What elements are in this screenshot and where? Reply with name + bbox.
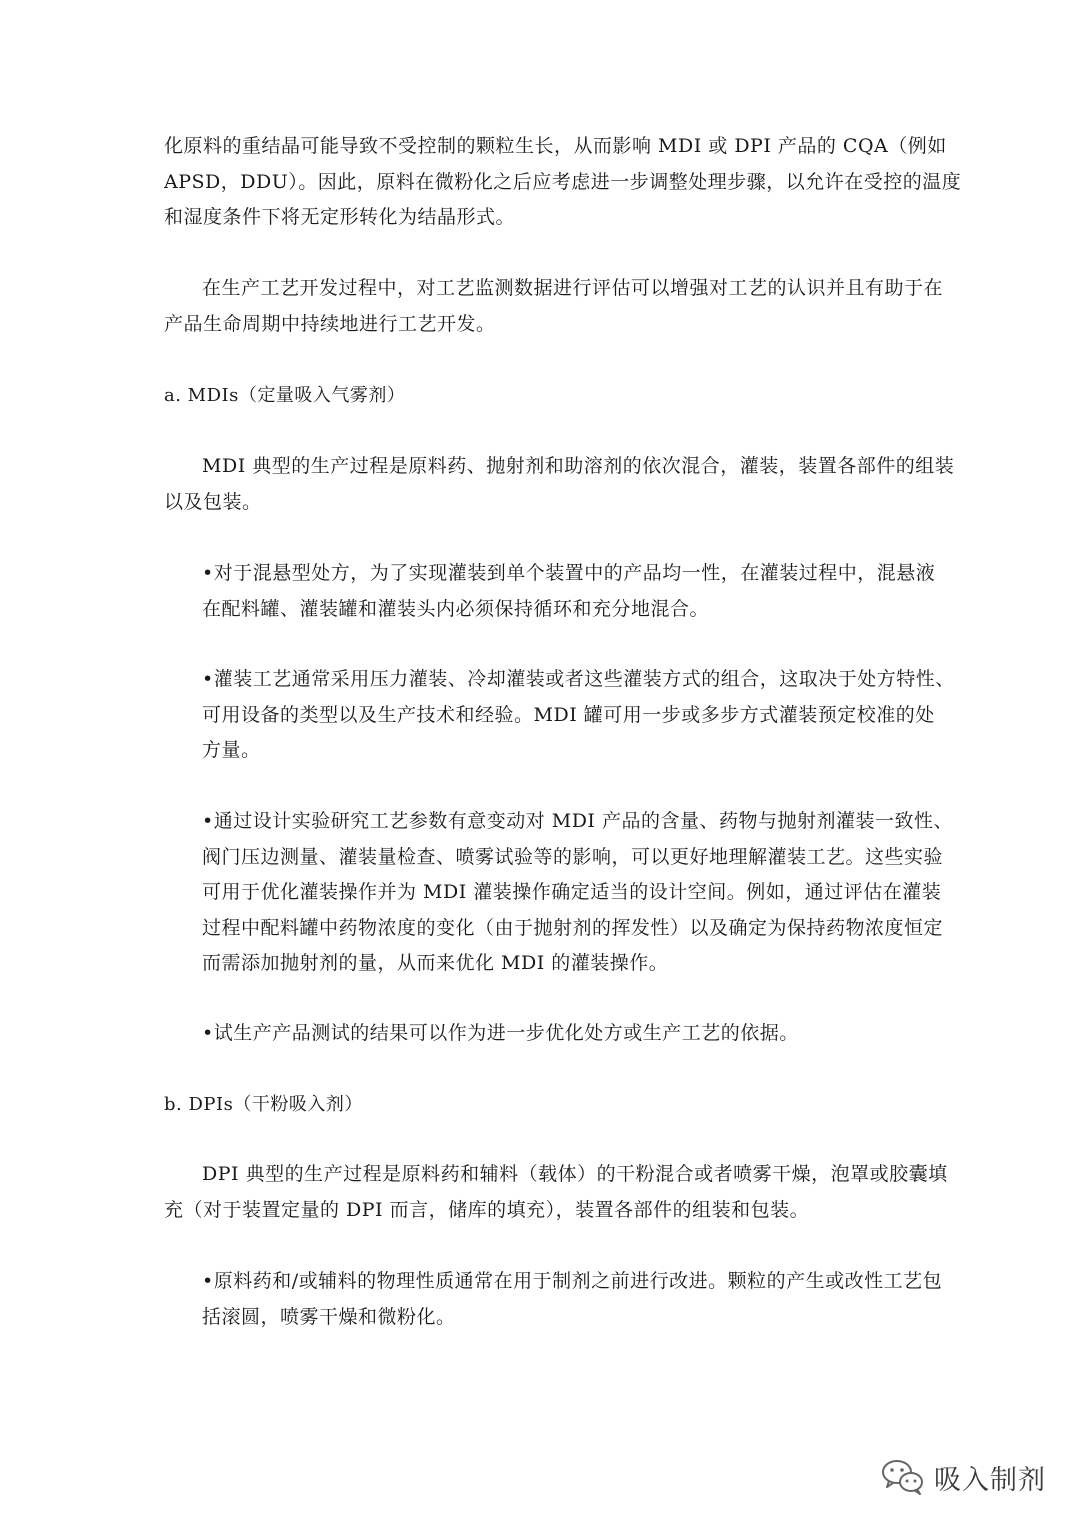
section-heading-dpis: b. DPIs（干粉吸入剂）: [164, 1094, 363, 1115]
text-line: 而需添加抛射剂的量，从而来优化 MDI 的灌装操作。: [202, 952, 669, 974]
text-line: 在生产工艺开发过程中，对工艺监测数据进行评估可以增强对工艺的认识并且有助于在: [202, 277, 944, 299]
text-line: •通过设计实验研究工艺参数有意变动对 MDI 产品的含量、药物与抛射剂灌装一致性、: [202, 810, 953, 832]
text-line: APSD，DDU）。因此，原料在微粉化之后应考虑进一步调整处理步骤，以允许在受控的温度: [164, 170, 962, 193]
paragraph-recrystallization: [164, 129, 962, 236]
paragraph-dpi-process: [164, 1157, 948, 1228]
text-line: •灌装工艺通常采用压力灌装、冷却灌装或者这些灌装方式的组合，这取决于处方特性、: [202, 668, 955, 690]
text-line: 阀门压边测量、灌装量检查、喷雾试验等的影响，可以更好地理解灌装工艺。这些实验: [202, 845, 944, 868]
paragraph-mdi-process: [164, 449, 955, 520]
bullet-particle: [202, 1264, 943, 1335]
bullet-doe: [202, 804, 953, 982]
text-line: 产品生命周期中持续地进行工艺开发。: [164, 312, 496, 335]
text-line: 以及包装。: [164, 490, 262, 513]
text-line: •试生产产品测试的结果可以作为进一步优化处方或生产工艺的依据。: [202, 1022, 799, 1044]
text-line: 化原料的重结晶可能导致不受控制的颗粒生长，从而影响 MDI 或 DPI 产品的 CQA（例如: [164, 135, 947, 157]
text-line: 过程中配料罐中药物浓度的变化（由于抛射剂的挥发性）以及确定为保持药物浓度恒定: [202, 916, 944, 939]
watermark-text: 吸入制剂: [934, 1464, 1046, 1496]
bullet-pilot: [202, 1016, 924, 1052]
text-line: 可用于优化灌装操作并为 MDI 灌装操作确定适当的设计空间。例如，通过评估在灌装: [202, 881, 942, 903]
text-line: •原料药和/或辅料的物理性质通常在用于制剂之前进行改进。颗粒的产生或改性工艺包: [202, 1270, 943, 1292]
text-line: 括滚圆，喷雾干燥和微粉化。: [202, 1305, 456, 1328]
text-line: 充（对于装置定量的 DPI 而言，储库的填充），装置各部件的组装和包装。: [164, 1198, 810, 1221]
text-line: 和湿度条件下将无定形转化为结晶形式。: [164, 206, 516, 228]
section-heading-mdis: a. MDIs（定量吸入气雾剂）: [164, 385, 406, 406]
wechat-icon: [880, 1457, 926, 1497]
watermark: [880, 1455, 1046, 1499]
text-line: 可用设备的类型以及生产技术和经验。MDI 罐可用一步或多步方式灌装预定校准的处: [202, 703, 935, 726]
text-line: 在配料罐、灌装罐和灌装头内必须保持循环和充分地混合。: [202, 597, 710, 620]
paragraph-process-monitoring: [164, 271, 944, 342]
bullet-filling: [202, 662, 955, 769]
text-line: MDI 典型的生产过程是原料药、抛射剂和助溶剂的依次混合，灌装，装置各部件的组装: [202, 455, 955, 477]
text-line: DPI 典型的生产过程是原料药和辅料（载体）的干粉混合或者喷雾干燥，泡罩或胶囊填: [202, 1163, 948, 1185]
bullet-suspension: [202, 556, 936, 627]
text-line: •对于混悬型处方，为了实现灌装到单个装置中的产品均一性，在灌装过程中，混悬液: [202, 562, 936, 584]
text-line: 方量。: [202, 739, 261, 761]
